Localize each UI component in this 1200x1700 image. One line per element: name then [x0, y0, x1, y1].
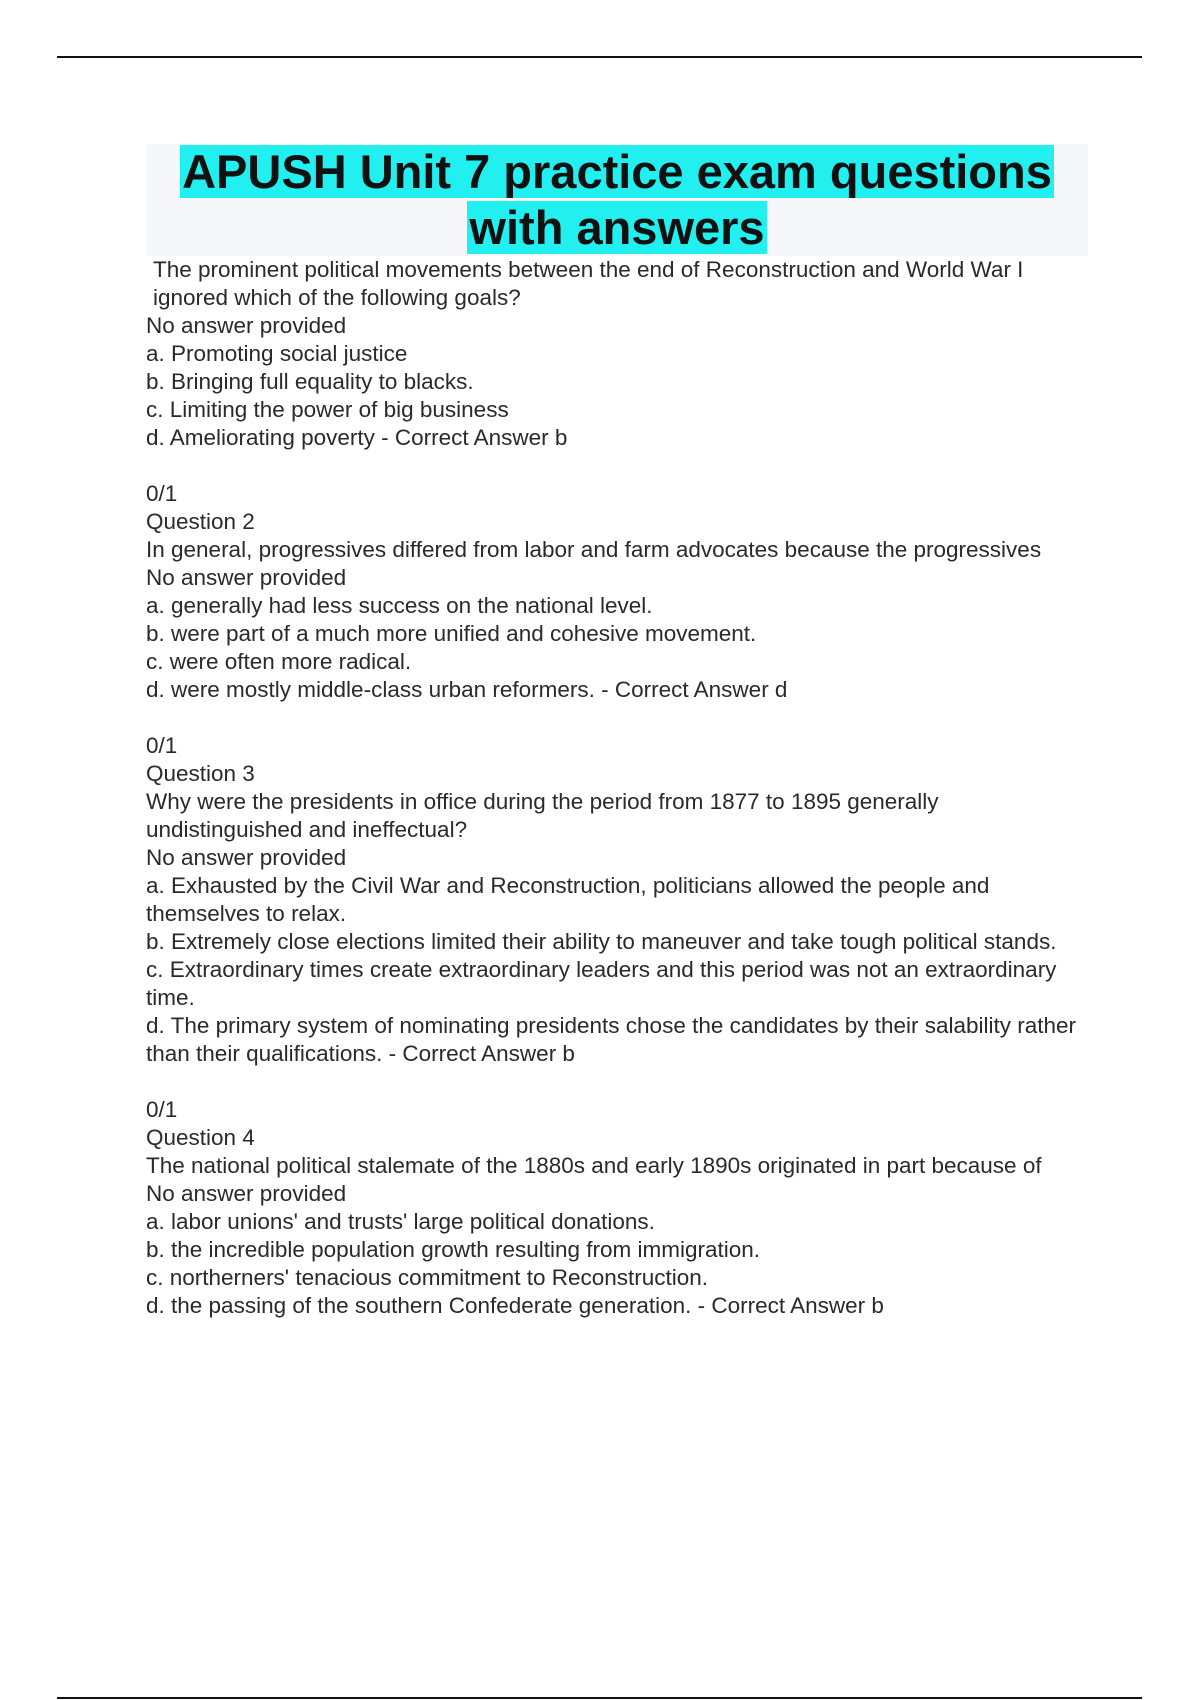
- bottom-divider: [57, 1697, 1142, 1699]
- page-title-line-2: with answers: [469, 201, 765, 254]
- question-prompt: The prominent political movements between the end of Reconstruction and World War I ignored which of the following goals?: [153, 257, 1024, 310]
- answer-status: No answer provided: [146, 313, 347, 338]
- answer-status: No answer provided: [146, 1181, 347, 1206]
- answer-option: d. Ameliorating poverty - Correct Answer b: [146, 425, 568, 450]
- question-block-2: [146, 480, 1086, 704]
- answer-option: c. Extraordinary times create extraordinary leaders and this period was not an extraordinary time.: [146, 957, 1057, 1010]
- answer-option: c. were often more radical.: [146, 649, 412, 674]
- answer-option: a. labor unions' and trusts' large political donations.: [146, 1209, 655, 1234]
- question-block-4: [146, 1096, 1086, 1320]
- question-list: [146, 256, 1086, 1348]
- question-prompt: In general, progressives differed from labor and farm advocates because the progressives: [146, 537, 1042, 562]
- answer-option: b. Bringing full equality to blacks.: [146, 369, 474, 394]
- answer-option: d. the passing of the southern Confederate generation. - Correct Answer b: [146, 1293, 884, 1318]
- title-banner: [146, 144, 1088, 256]
- answer-option: d. were mostly middle-class urban reformers. - Correct Answer d: [146, 677, 788, 702]
- top-divider: [57, 56, 1142, 58]
- answer-status: No answer provided: [146, 565, 347, 590]
- answer-option: a. Exhausted by the Civil War and Reconstruction, politicians allowed the people and themselves to relax.: [146, 873, 990, 926]
- answer-status: No answer provided: [146, 845, 347, 870]
- question-block-1: [146, 256, 1086, 452]
- answer-option: b. the incredible population growth resulting from immigration.: [146, 1237, 761, 1262]
- question-label: Question 2: [146, 509, 255, 534]
- page-title: [146, 144, 1088, 256]
- answer-option: a. Promoting social justice: [146, 341, 408, 366]
- answer-option: c. Limiting the power of big business: [146, 397, 509, 422]
- page-title-line-1: APUSH Unit 7 practice exam questions: [182, 145, 1052, 198]
- answer-option: b. were part of a much more unified and cohesive movement.: [146, 621, 757, 646]
- question-score: 0/1: [146, 733, 178, 758]
- question-prompt: The national political stalemate of the 1880s and early 1890s originated in part because of: [146, 1153, 1042, 1178]
- question-score: 0/1: [146, 481, 178, 506]
- answer-option: a. generally had less success on the national level.: [146, 593, 653, 618]
- question-prompt: Why were the presidents in office during the period from 1877 to 1895 generally undistinguished and ineffectual?: [146, 789, 939, 842]
- answer-option: d. The primary system of nominating presidents chose the candidates by their salability rather than their qualifications. - Correct Answer b: [146, 1013, 1077, 1066]
- question-label: Question 4: [146, 1125, 255, 1150]
- answer-option: c. northerners' tenacious commitment to Reconstruction.: [146, 1265, 709, 1290]
- question-score: 0/1: [146, 1097, 178, 1122]
- answer-option: b. Extremely close elections limited their ability to maneuver and take tough political stands.: [146, 929, 1057, 954]
- question-label: Question 3: [146, 761, 255, 786]
- question-block-3: [146, 732, 1086, 1068]
